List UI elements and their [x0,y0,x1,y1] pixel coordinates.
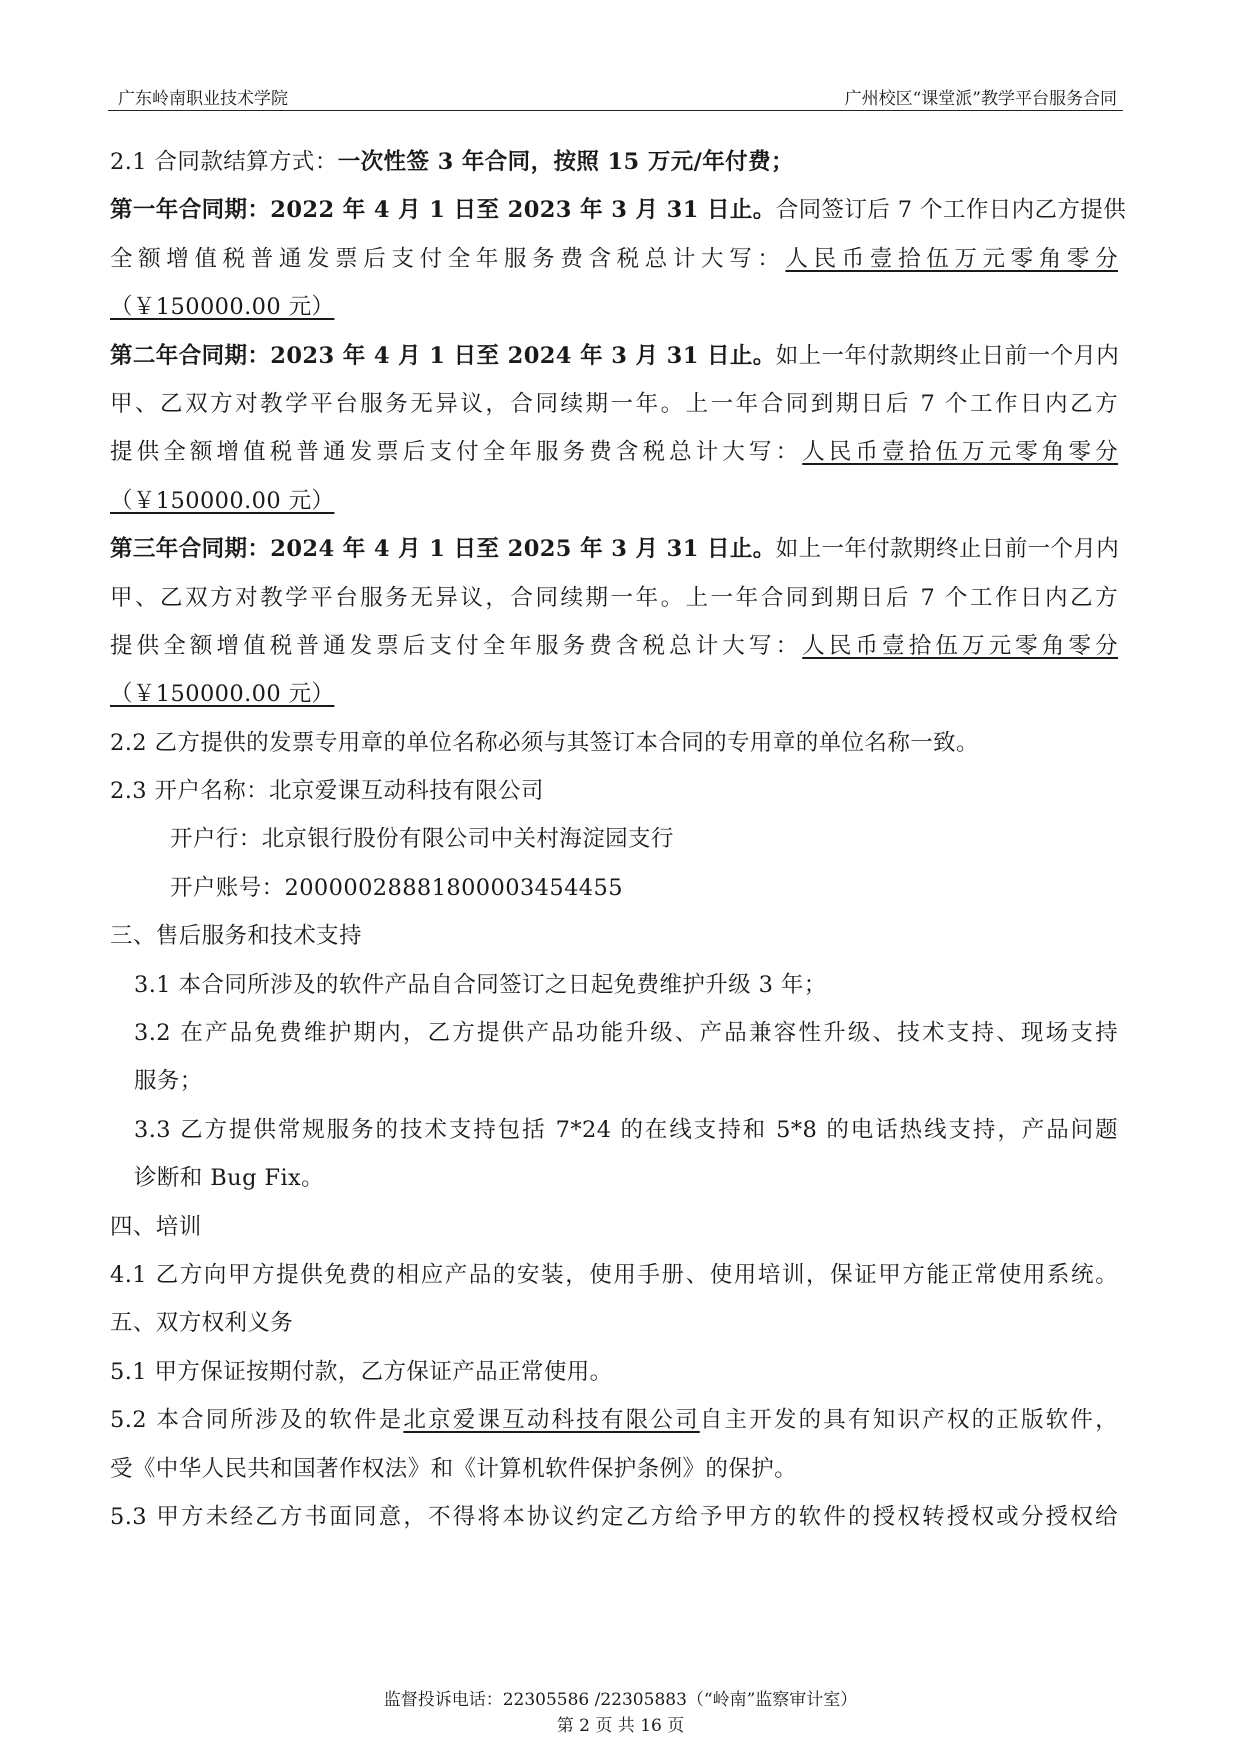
year2-line4 [110,477,1118,525]
developer-company-name: 北京爱课互动科技有限公司 [403,1407,700,1434]
section-5-title: 五、双方权利义务 [110,1310,294,1337]
year3-line4 [110,670,1118,718]
header-contract-title: 广州校区“课堂派”教学平台服务合同 [844,89,1117,109]
header-institution: 广东岭南职业技术学院 [118,89,288,109]
clause-2-3-account-name: 2.3 开户名称：北京爱课互动科技有限公司 [110,778,544,805]
section-3-title: 三、售后服务和技术支持 [110,923,362,950]
section-4-title: 四、培训 [110,1213,202,1240]
year1-amount-words: 人民币壹拾伍万元零角零分 [785,245,1118,272]
year3-line2: 甲、乙双方对教学平台服务无异议，合同续期一年。上一年合同到期日后 7 个工作日内乙方 [110,584,1118,611]
year3-amount-words: 人民币壹拾伍万元零角零分 [802,632,1118,659]
clause-3-1: 3.1 本合同所涉及的软件产品自合同签订之日起免费维护升级 3 年； [134,971,827,998]
clause-2-1 [110,138,1118,186]
clause-4-1: 4.1 乙方向甲方提供免费的相应产品的安装，使用手册、使用培训，保证甲方能正常使用系统。 [110,1261,1118,1288]
year2-period: 第二年合同期：2023 年 4 月 1 日至 2024 年 3 月 31 日止。 [110,342,776,369]
clause-5-1: 5.1 甲方保证按期付款，乙方保证产品正常使用。 [110,1358,613,1385]
page-header [108,80,1123,111]
year3-line3: 提供全额增值税普通发票后支付全年服务费含税总计大写：人民币壹拾伍万元零角零分 [110,632,1118,659]
clause-3-3-line1: 3.3 乙方提供常规服务的技术支持包括 7*24 的在线支持和 5*8 的电话热线支持，产品问题 [134,1116,1118,1143]
year3-period: 第三年合同期：2024 年 4 月 1 日至 2025 年 3 月 31 日止。 [110,536,776,563]
year2-line3: 提供全额增值税普通发票后支付全年服务费含税总计大写：人民币壹拾伍万元零角零分 [110,439,1118,466]
clause-bold-text: 一次性签 3 年合同，按照 15 万元/年付费； [337,149,794,175]
footer-page-number: 第 2 页 共 16 页 [556,1716,685,1736]
clause-3-3-line2: 诊断和 Bug Fix。 [134,1165,325,1192]
year1-period: 第一年合同期：2022 年 4 月 1 日至 2023 年 3 月 31 日止。 [110,197,776,224]
clause-3-2-line2: 服务； [134,1068,203,1095]
year1-line3 [110,283,1118,331]
year2-line2: 甲、乙双方对教学平台服务无异议，合同续期一年。上一年合同到期日后 7 个工作日内乙方 [110,390,1118,417]
clause-2-2: 2.2 乙方提供的发票专用章的单位名称必须与其签订本合同的专用章的单位名称一致。 [110,729,979,756]
document-body [110,138,1127,1541]
year1-line1: 第一年合同期：2022 年 4 月 1 日至 2023 年 3 月 31 日止。合同签订后 7 个工作日内乙方提供 [110,197,1127,224]
year1-line2: 全额增值税普通发票后支付全年服务费含税总计大写：人民币壹拾伍万元零角零分 [110,245,1118,272]
footer-complaint-phone: 监督投诉电话：22305586 /22305883（“岭南”监察审计室） [383,1690,858,1710]
clause-5-3: 5.3 甲方未经乙方书面同意，不得将本协议约定乙方给予甲方的软件的授权转授权或分授权给 [110,1503,1118,1530]
year3-line1: 第三年合同期：2024 年 4 月 1 日至 2025 年 3 月 31 日止。如上一年付款期终止日前一个月内 [110,536,1120,563]
year2-amount-words: 人民币壹拾伍万元零角零分 [802,439,1118,466]
year2-amount-number: （￥150000.00 元） [110,487,335,514]
year2-line1: 第二年合同期：2023 年 4 月 1 日至 2024 年 3 月 31 日止。如上一年付款期终止日前一个月内 [110,342,1120,369]
clause-2-3-bank: 开户行：北京银行股份有限公司中关村海淀园支行 [170,826,674,853]
clause-5-2-line2: 受《中华人民共和国著作权法》和《计算机软件保护条例》的保护。 [110,1455,798,1482]
clause-label: 2.1 合同款结算方式： [110,149,338,175]
year3-amount-number: （￥150000.00 元） [110,681,335,708]
clause-3-2-line1: 3.2 在产品免费维护期内，乙方提供产品功能升级、产品兼容性升级、技术支持、现场支持 [134,1020,1118,1047]
year1-amount-number: （￥150000.00 元） [110,294,335,321]
clause-2-3-account-number: 开户账号：20000028881800003454455 [170,874,623,901]
clause-5-2-line1: 5.2 本合同所涉及的软件是北京爱课互动科技有限公司自主开发的具有知识产权的正版软件， [110,1407,1118,1434]
